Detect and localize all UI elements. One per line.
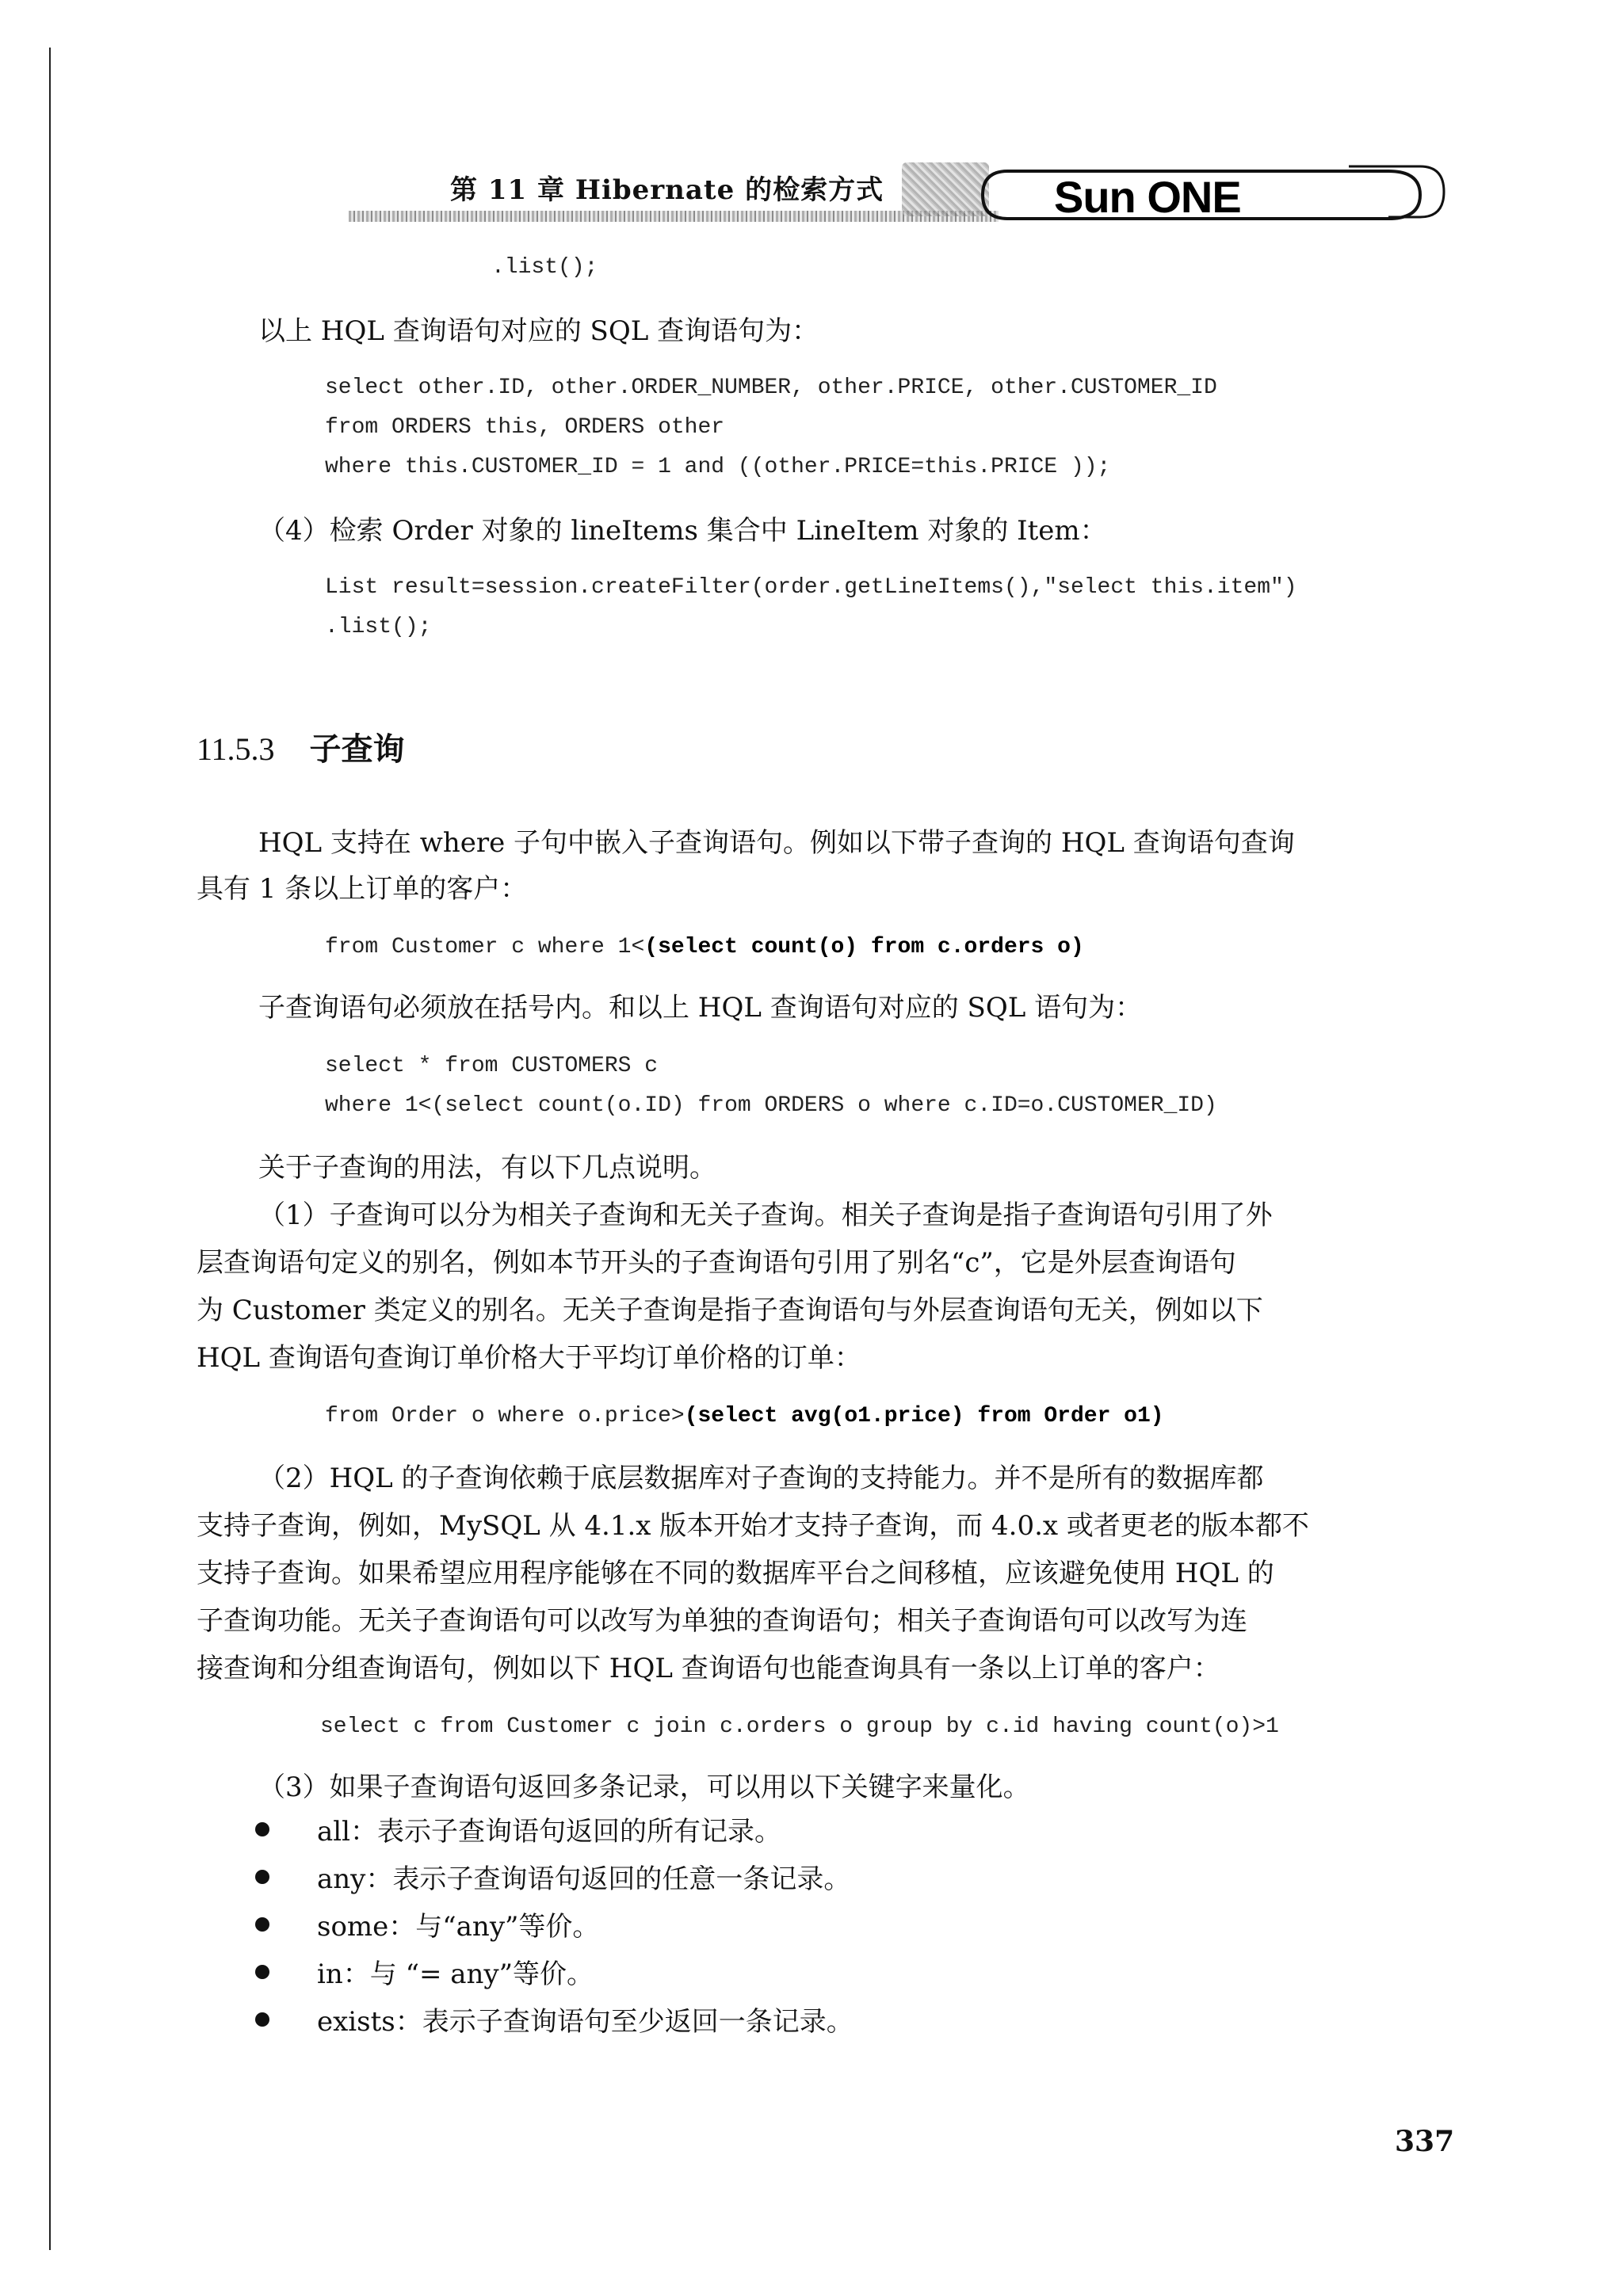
binding-line	[49, 48, 51, 2250]
code-bold: (select avg(o1.price) from Order o1)	[684, 1404, 1164, 1428]
paragraph-line: 接查询和分组查询语句，例如以下 HQL 查询语句也能查询具有一条以上订单的客户：	[197, 1653, 1220, 1684]
bullet-dot	[255, 1917, 269, 1932]
code-line: from ORDERS this, ORDERS other	[325, 415, 725, 440]
page-number: 337	[1395, 2125, 1455, 2158]
bullet-item: exists：表示子查询语句至少返回一条记录。	[317, 2006, 854, 2038]
paragraph-line: HQL 支持在 where 子句中嵌入子查询语句。例如以下带子查询的 HQL 查询语句查询	[258, 827, 1295, 859]
code-line: where this.CUSTOMER_ID = 1 and ((other.PRICE=this.PRICE ));	[325, 455, 1111, 479]
code-plain: from Order o where o.price>	[325, 1404, 685, 1428]
bullet-dot	[255, 1965, 269, 1979]
paragraph-line: （3）如果子查询语句返回多条记录，可以用以下关键字来量化。	[258, 1772, 1030, 1803]
code-plain: from Customer c where 1<	[325, 935, 645, 959]
paragraph-line: 支持子查询，例如，MySQL 从 4.1.x 版本开始才支持子查询，而 4.0.x 或者更老的版本都不	[197, 1510, 1309, 1542]
paragraph-line: 层查询语句定义的别名，例如本节开头的子查询语句引用了别名“c”，它是外层查询语句	[197, 1247, 1236, 1279]
code-line	[325, 935, 1084, 959]
paragraph-line: 子查询语句必须放在括号内。和以上 HQL 查询语句对应的 SQL 语句为：	[258, 992, 1143, 1024]
logo-text: Sun ONE	[1054, 172, 1241, 222]
bullet-item: in：与 “= any”等价。	[317, 1958, 594, 1990]
paragraph-line: 为 Customer 类定义的别名。无关子查询是指子查询语句与外层查询语句无关，例如以下	[197, 1295, 1263, 1326]
bullet-item: some：与“any”等价。	[317, 1911, 600, 1943]
code-line: select c from Customer c join c.orders o group by c.id having count(o)>1	[320, 1714, 1279, 1739]
bullet-item: any：表示子查询语句返回的任意一条记录。	[317, 1863, 851, 1895]
paragraph-line: （4）检索 Order 对象的 lineItems 集合中 LineItem 对象的 Item：	[258, 515, 1107, 547]
section-title: 子查询	[309, 730, 405, 768]
bullet-dot	[255, 1822, 269, 1836]
bullet-item: all：表示子查询语句返回的所有记录。	[317, 1816, 782, 1848]
paragraph-line: 子查询功能。无关子查询语句可以改写为单独的查询语句；相关子查询语句可以改写为连	[197, 1605, 1247, 1637]
code-line: select * from CUSTOMERS c	[325, 1054, 659, 1078]
paragraph-line: 关于子查询的用法，有以下几点说明。	[258, 1152, 716, 1184]
code-line: .list();	[491, 255, 598, 280]
paragraph-line: （1）子查询可以分为相关子查询和无关子查询。相关子查询是指子查询语句引用了外	[258, 1199, 1273, 1231]
code-line: where 1<(select count(o.ID) from ORDERS o where c.ID=o.CUSTOMER_ID)	[325, 1093, 1217, 1118]
code-line: List result=session.createFilter(order.getLineItems(),"select this.item")	[325, 575, 1297, 600]
code-line	[325, 1404, 1164, 1428]
paragraph-line: 以上 HQL 查询语句对应的 SQL 查询语句为：	[258, 315, 819, 347]
paragraph-line: 具有 1 条以上订单的客户：	[197, 873, 528, 905]
paragraph-line: HQL 查询语句查询订单价格大于平均订单价格的订单：	[197, 1342, 861, 1374]
chapter-title: 第 11 章 Hibernate 的检索方式	[450, 174, 884, 206]
code-line: select other.ID, other.ORDER_NUMBER, other.PRICE, other.CUSTOMER_ID	[325, 376, 1217, 400]
header-texture-band	[349, 211, 999, 222]
page-header	[0, 0, 1623, 238]
paragraph-line: 支持子查询。如果希望应用程序能够在不同的数据库平台之间移植，应该避免使用 HQL 的	[197, 1558, 1274, 1589]
section-number: 11.5.3	[197, 731, 275, 767]
code-bold: (select count(o) from c.orders o)	[644, 935, 1084, 959]
section-heading	[197, 724, 405, 769]
code-line: .list();	[325, 615, 432, 639]
paragraph-line: （2）HQL 的子查询依赖于底层数据库对子查询的支持能力。并不是所有的数据库都	[258, 1463, 1264, 1494]
bullet-dot	[255, 1870, 269, 1884]
bullet-dot	[255, 2012, 269, 2027]
